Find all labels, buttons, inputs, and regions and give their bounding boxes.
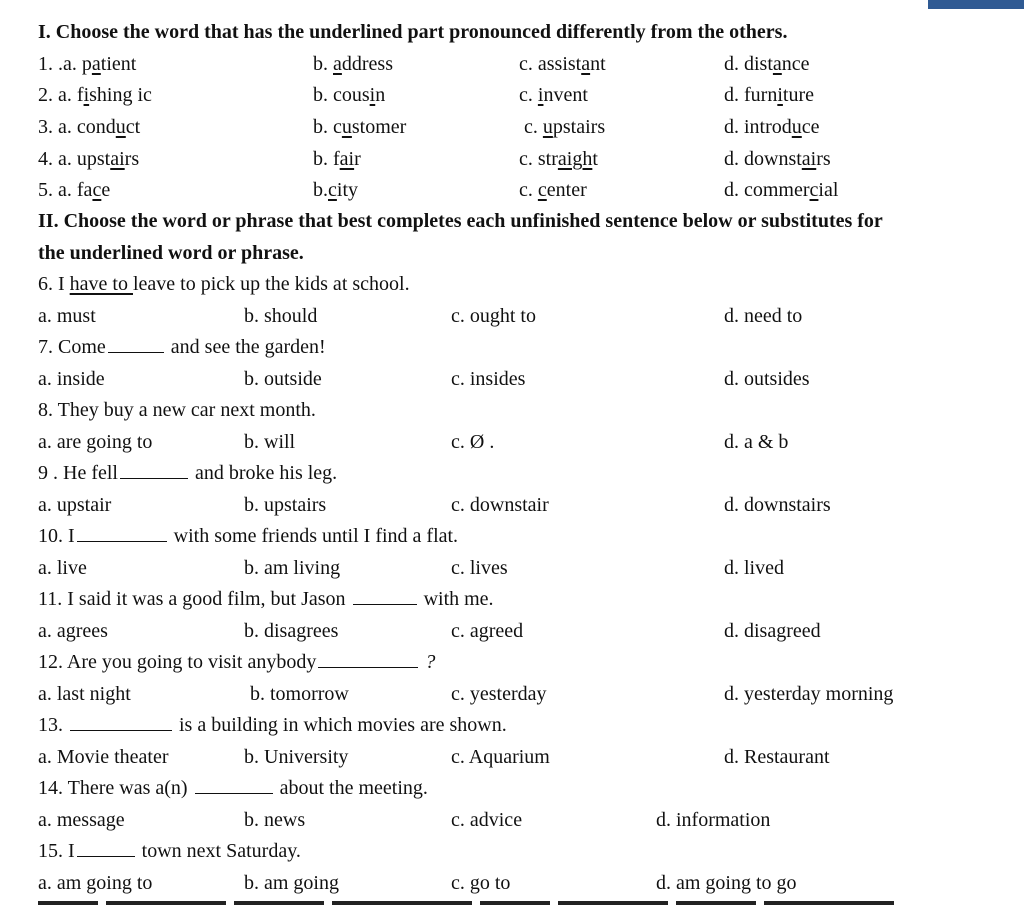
- question-15-post: town next Saturday.: [141, 840, 301, 862]
- section1-q3-option-a: [38, 114, 140, 140]
- word-part: d. downst: [724, 148, 802, 170]
- q8-option-d: d. a & b: [724, 431, 789, 453]
- q14-option-b: b. news: [244, 809, 306, 831]
- answer-blank: [120, 460, 188, 479]
- word-part: fa: [76, 179, 93, 201]
- word-part: t: [592, 148, 598, 170]
- word-part: p: [81, 53, 92, 75]
- underlined-part: a: [581, 53, 591, 75]
- section1-q1-option-d: [724, 51, 810, 77]
- q9-option-b: b. upstairs: [244, 494, 327, 516]
- q10-option-c: c. lives: [451, 557, 508, 579]
- section1-q1-option-a: [38, 51, 136, 77]
- section1-q3-option-b: [313, 114, 406, 140]
- word-part: ity: [336, 179, 359, 201]
- question-number: 4. a.: [38, 148, 77, 170]
- section1-q3-option-d: [724, 114, 820, 140]
- word-part: enter: [546, 179, 587, 201]
- word-part: b.: [313, 53, 333, 75]
- question-12: [38, 649, 435, 675]
- question-6-pre: 6. I: [38, 273, 70, 295]
- word-part: rs: [816, 148, 831, 170]
- section1-q4-option-a: [38, 146, 139, 172]
- question-10-pre: 10. I: [38, 525, 75, 547]
- word-part: shing ic: [89, 84, 152, 106]
- word-part: b. cous: [313, 84, 370, 106]
- q7-option-a: a. inside: [38, 368, 105, 390]
- q12-option-c: c. yesterday: [451, 683, 547, 705]
- section1-q5-option-c: [519, 177, 587, 203]
- question-number: 1. .a.: [38, 53, 82, 75]
- question-14-post: about the meeting.: [279, 777, 428, 799]
- section2-heading-line2: the underlined word or phrase.: [38, 242, 304, 264]
- question-11-post: with me.: [423, 588, 494, 610]
- word-part: ial: [818, 179, 839, 201]
- q13-option-c: c. Aquarium: [451, 746, 550, 768]
- answer-blank: [195, 775, 273, 794]
- question-12-pre: 12. Are you going to visit anybody: [38, 651, 317, 673]
- question-13-pre: 13.: [38, 714, 63, 736]
- question-6-underlined: have to: [69, 273, 133, 295]
- question-11: [38, 586, 494, 612]
- q14-option-a: a. message: [38, 809, 125, 831]
- underlined-part: u: [542, 116, 553, 138]
- word-part: c. assist: [519, 53, 582, 75]
- question-7-post: and see the garden!: [170, 336, 326, 358]
- section1-q2-option-a: [38, 82, 152, 108]
- q10-option-a: a. live: [38, 557, 87, 579]
- q14-option-d: d. information: [656, 809, 771, 831]
- answer-blank: [70, 712, 172, 731]
- question-9-pre: 9 . He fell: [38, 462, 118, 484]
- answer-blank: [108, 334, 164, 353]
- question-7-pre: 7. Come: [38, 336, 106, 358]
- word-part: c.: [524, 116, 543, 138]
- q7-option-c: c. insides: [451, 368, 526, 390]
- word-part: nvent: [543, 84, 588, 106]
- section1-q5-option-b: [313, 177, 358, 203]
- word-part: d. furn: [724, 84, 778, 106]
- word-part: rs: [124, 148, 140, 170]
- word-part: d. dist: [724, 53, 773, 75]
- underlined-part: ai: [339, 148, 355, 170]
- question-8: 8. They buy a new car next month.: [38, 399, 316, 421]
- q6-option-c: c. ought to: [451, 305, 536, 327]
- section2-heading-line1: II. Choose the word or phrase that best completes each unfinished sentence below or substitutes for: [38, 210, 883, 232]
- corner-tab: [928, 0, 1024, 9]
- q11-option-b: b. disagrees: [244, 620, 339, 642]
- underlined-part: c: [809, 179, 819, 201]
- question-15: [38, 838, 301, 864]
- q11-option-d: d. disagreed: [724, 620, 821, 642]
- question-14-pre: 14. There was a(n): [38, 777, 188, 799]
- q6-option-b: b. should: [244, 305, 318, 327]
- word-part: stomer: [351, 116, 407, 138]
- word-part: n: [375, 84, 386, 106]
- word-part: ddress: [341, 53, 393, 75]
- underlined-part: a: [772, 53, 782, 75]
- word-part: c. str: [519, 148, 558, 170]
- underlined-part: u: [341, 116, 352, 138]
- word-part: nt: [590, 53, 606, 75]
- q15-option-d: d. am going to go: [656, 872, 797, 894]
- answer-blank: [353, 586, 417, 605]
- underlined-part: i: [83, 84, 90, 106]
- section1-q1-option-c: [519, 51, 606, 77]
- word-part: d. commer: [724, 179, 810, 201]
- section1-q5-option-a: [38, 177, 110, 203]
- underlined-part: ai: [801, 148, 817, 170]
- q9-option-d: d. downstairs: [724, 494, 831, 516]
- underlined-part: u: [791, 116, 802, 138]
- question-14: [38, 775, 428, 801]
- underlined-part: aigh: [557, 148, 593, 170]
- section1-q1-option-b: [313, 51, 393, 77]
- question-6-post: leave to pick up the kids at school.: [132, 273, 410, 295]
- underlined-part: a: [333, 53, 342, 75]
- q15-option-c: c. go to: [451, 872, 511, 894]
- question-9: [38, 460, 337, 486]
- question-9-post: and broke his leg.: [194, 462, 338, 484]
- question-number: 3. a.: [38, 116, 77, 138]
- word-part: ct: [125, 116, 141, 138]
- underlined-part: i: [369, 84, 376, 106]
- q11-option-c: c. agreed: [451, 620, 524, 642]
- word-part: pstairs: [552, 116, 606, 138]
- cut-off-next-line: [38, 899, 978, 905]
- answer-blank: [318, 649, 418, 668]
- section1-q3-option-c: [524, 114, 605, 140]
- question-6: [38, 271, 410, 297]
- underlined-part: u: [115, 116, 126, 138]
- word-part: e: [101, 179, 111, 201]
- underlined-part: c: [537, 179, 547, 201]
- section1-q5-option-d: [724, 177, 838, 203]
- word-part: c.: [519, 84, 538, 106]
- underlined-part: ai: [110, 148, 125, 170]
- section1-q2-option-d: [724, 82, 814, 108]
- q13-option-d: d. Restaurant: [724, 746, 830, 768]
- underlined-part: c: [328, 179, 337, 201]
- word-part: c.: [519, 179, 538, 201]
- q10-option-b: b. am living: [244, 557, 341, 579]
- word-part: cond: [76, 116, 116, 138]
- q9-option-a: a. upstair: [38, 494, 112, 516]
- q14-option-c: c. advice: [451, 809, 523, 831]
- word-part: nce: [781, 53, 810, 75]
- word-part: b. f: [313, 148, 340, 170]
- section1-q4-option-d: [724, 146, 831, 172]
- word-part: ce: [801, 116, 820, 138]
- q8-option-b: b. will: [244, 431, 296, 453]
- question-7: [38, 334, 326, 360]
- q6-option-d: d. need to: [724, 305, 803, 327]
- section1-q4-option-c: [519, 146, 598, 172]
- word-part: b.: [313, 179, 328, 201]
- q6-option-a: a. must: [38, 305, 96, 327]
- word-part: r: [354, 148, 361, 170]
- word-part: ture: [782, 84, 814, 106]
- answer-blank: [77, 838, 135, 857]
- underlined-part: i: [537, 84, 544, 106]
- q10-option-d: d. lived: [724, 557, 784, 579]
- question-11-pre: 11. I said it was a good film, but Jason: [38, 588, 346, 610]
- q12-option-b: b. tomorrow: [250, 683, 349, 705]
- q12-option-a: a. last night: [38, 683, 131, 705]
- section1-heading: I. Choose the word that has the underlined part pronounced differently from the others.: [38, 21, 788, 43]
- section1-q2-option-b: [313, 82, 385, 108]
- q8-option-c: c. Ø .: [451, 431, 495, 453]
- word-part: f: [76, 84, 84, 106]
- q7-option-b: b. outside: [244, 368, 322, 390]
- question-number: 2. a.: [38, 84, 77, 106]
- question-15-pre: 15. I: [38, 840, 75, 862]
- underlined-part: c: [92, 179, 102, 201]
- q15-option-b: b. am going: [244, 872, 339, 894]
- underlined-part: i: [777, 84, 783, 106]
- question-12-post: ?: [425, 651, 436, 673]
- word-part: b. c: [313, 116, 342, 138]
- answer-blank: [77, 523, 167, 542]
- underlined-part: a: [91, 53, 101, 75]
- word-part: d. introd: [724, 116, 792, 138]
- q15-option-a: a. am going to: [38, 872, 153, 894]
- q8-option-a: a. are going to: [38, 431, 153, 453]
- word-part: tient: [100, 53, 137, 75]
- q9-option-c: c. downstair: [451, 494, 549, 516]
- q12-option-d: d. yesterday morning: [724, 683, 894, 705]
- question-13-post: is a building in which movies are shown.: [179, 714, 507, 736]
- q7-option-d: d. outsides: [724, 368, 810, 390]
- section1-q4-option-b: [313, 146, 361, 172]
- q13-option-b: b. University: [244, 746, 349, 768]
- question-13: [38, 712, 507, 738]
- question-10: [38, 523, 458, 549]
- word-part: upst: [76, 148, 111, 170]
- section1-q2-option-c: [519, 82, 588, 108]
- q11-option-a: a. agrees: [38, 620, 108, 642]
- q13-option-a: a. Movie theater: [38, 746, 169, 768]
- question-number: 5. a.: [38, 179, 77, 201]
- question-10-post: with some friends until I find a flat.: [173, 525, 459, 547]
